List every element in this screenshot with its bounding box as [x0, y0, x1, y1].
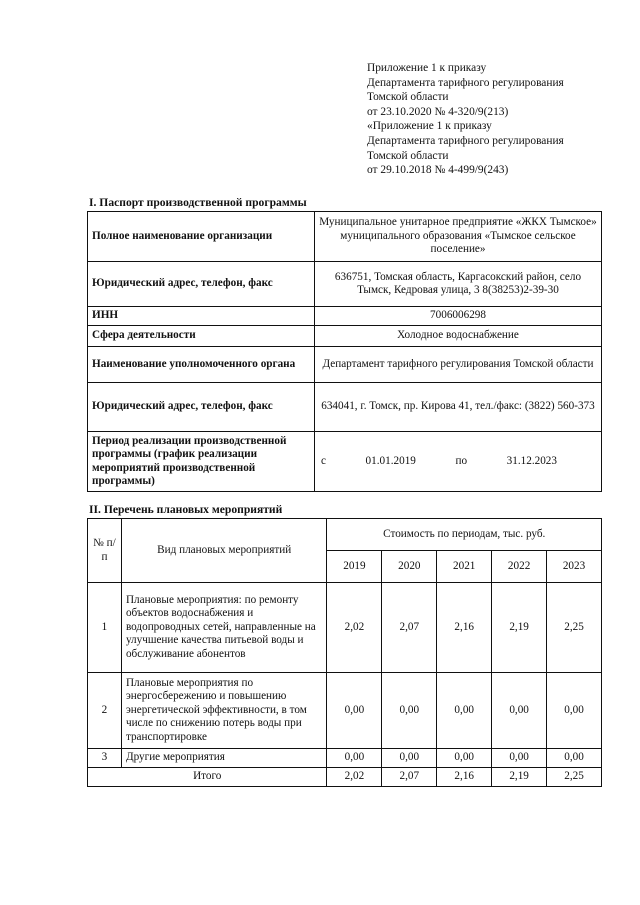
- table-header-row: [88, 519, 602, 551]
- table-row: [88, 749, 602, 768]
- row-value: 636751, Томская область, Каргасокский район, село Тымск, Кедровая улица, 3 8(38253)2-39-30: [315, 262, 602, 307]
- table-row: [88, 673, 602, 749]
- annex-line: Приложение 1 к приказу: [367, 62, 487, 74]
- period-to-label: по: [455, 454, 468, 467]
- annex-line: от 23.10.2020 № 4-320/9(213): [367, 105, 509, 118]
- table-row: [88, 307, 602, 326]
- table-row: [88, 262, 602, 307]
- row-value: 0,00: [492, 749, 547, 768]
- row-value: 0,00: [547, 673, 602, 749]
- table-row: [88, 583, 602, 673]
- passport-table: [87, 211, 602, 492]
- row-num: 2: [88, 673, 122, 749]
- row-value: 634041, г. Томск, пр. Кирова 41, тел./факс: (3822) 560-373: [315, 383, 602, 432]
- table-row: [88, 326, 602, 347]
- header-year: 2020: [382, 551, 437, 583]
- table-row: [88, 212, 602, 262]
- total-value: 2,19: [492, 767, 547, 786]
- row-num: 1: [88, 583, 122, 673]
- row-value: 2,16: [437, 583, 492, 673]
- row-value: 2,19: [492, 583, 547, 673]
- row-name: Плановые мероприятия: по ремонту объектов водоснабжения и водопроводных сетей, направленные на улучшение качества питьевой воды и обслуживание абонентов: [121, 583, 327, 673]
- row-label: Юридический адрес, телефон, факс: [88, 262, 315, 307]
- row-value: 2,02: [327, 583, 382, 673]
- annex-line: Департамента тарифного регулирования: [367, 134, 564, 147]
- row-value: 2,25: [547, 583, 602, 673]
- row-value: 0,00: [492, 673, 547, 749]
- annex-header: [367, 61, 564, 178]
- row-label: Полное наименование организации: [88, 212, 315, 262]
- table-row: [88, 432, 602, 492]
- header-year: 2023: [547, 551, 602, 583]
- period-from-label: с: [321, 454, 326, 467]
- table-row: [88, 383, 602, 432]
- row-value: 0,00: [382, 749, 437, 768]
- period-from: 01.01.2019: [365, 454, 416, 467]
- row-name: Плановые мероприятия по энергосбережению и повышению энергетической эффективности, в том числе по снижению потерь воды при транспортировке: [121, 673, 327, 749]
- total-value: 2,25: [547, 767, 602, 786]
- annex-line: Томской области: [367, 91, 449, 104]
- total-value: 2,07: [382, 767, 437, 786]
- header-num: № п/п: [88, 519, 122, 583]
- annex-line: от 29.10.2018 № 4-499/9(243): [367, 164, 509, 177]
- header-year: 2019: [327, 551, 382, 583]
- annex-line: Департамента тарифного регулирования: [367, 76, 564, 89]
- total-value: 2,16: [437, 767, 492, 786]
- row-value: 7006006298: [315, 307, 602, 326]
- row-label: Юридический адрес, телефон, факс: [88, 383, 315, 432]
- period-to: 31.12.2023: [506, 454, 557, 467]
- row-label: Наименование уполномоченного органа: [88, 347, 315, 383]
- period-value: [315, 432, 602, 492]
- row-value: 0,00: [437, 673, 492, 749]
- annex-line: «Приложение 1 к приказу: [367, 120, 492, 133]
- row-label: Сфера деятельности: [88, 326, 315, 347]
- row-value: 0,00: [327, 749, 382, 768]
- row-label: Период реализации производственной программы (график реализации мероприятий производственной программы): [88, 432, 315, 492]
- header-year: 2021: [437, 551, 492, 583]
- row-name: Другие мероприятия: [121, 749, 327, 768]
- row-label: ИНН: [88, 307, 315, 326]
- plan-table: [87, 518, 602, 787]
- row-value: 2,07: [382, 583, 437, 673]
- header-year: 2022: [492, 551, 547, 583]
- total-row: [88, 767, 602, 786]
- row-value: 0,00: [382, 673, 437, 749]
- row-value: 0,00: [327, 673, 382, 749]
- row-num: 3: [88, 749, 122, 768]
- row-value: Холодное водоснабжение: [315, 326, 602, 347]
- total-value: 2,02: [327, 767, 382, 786]
- row-value: Муниципальное унитарное предприятие «ЖКХ Тымское» муниципального образования «Тымское сельское поселение»: [315, 212, 602, 262]
- header-name: Вид плановых мероприятий: [121, 519, 327, 583]
- total-label: Итого: [88, 767, 327, 786]
- table-row: [88, 347, 602, 383]
- section1-title: I. Паспорт производственной программы: [89, 196, 307, 209]
- row-value: Департамент тарифного регулирования Томской области: [315, 347, 602, 383]
- row-value: 0,00: [547, 749, 602, 768]
- row-value: 0,00: [437, 749, 492, 768]
- header-cost: Стоимость по периодам, тыс. руб.: [327, 519, 602, 551]
- annex-line: Томской области: [367, 149, 449, 162]
- section2-title: II. Перечень плановых мероприятий: [89, 503, 283, 516]
